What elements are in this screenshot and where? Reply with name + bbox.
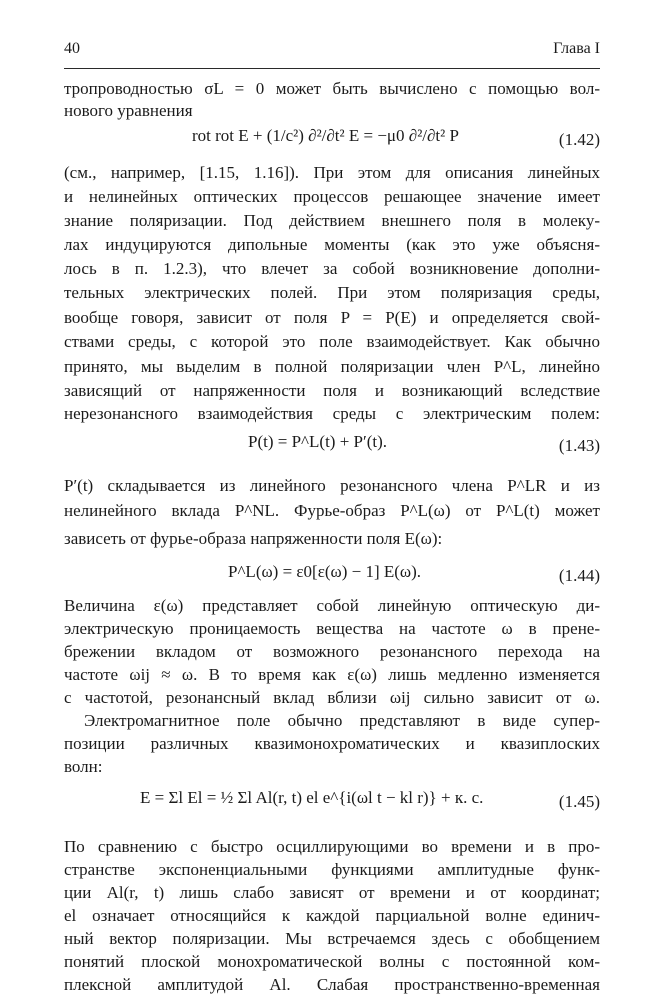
text-line: ный вектор поляризации. Мы встречаемся здесь с обобщением: [64, 929, 600, 948]
text-line: электрическую проницаемость вещества на частоте ω в прене-: [64, 619, 600, 638]
text-line: По сравнению с быстро осциллирующими во времени и в про-: [64, 837, 600, 856]
equation-1-45: [64, 788, 600, 822]
text-line: el означает относящийся к каждой парциальной волне единич-: [64, 906, 600, 925]
equation-formula: P(t) = P^L(t) + P′(t).: [248, 432, 388, 451]
text-line: зависеть от фурье-образа напряженности поля E(ω):: [64, 529, 443, 548]
text-line: нового уравнения: [64, 101, 193, 120]
text-line: понятий плоской монохроматической волны с постоянной ком-: [64, 952, 600, 971]
text-line: брежении вкладом от возможного резонансного перехода на: [64, 642, 600, 661]
equation-1-44: [64, 562, 600, 596]
text-line: (см., например, [1.15, 1.16]). При этом для описания линейных: [64, 163, 600, 182]
text-line: лах индуцируются дипольные моменты (как это уже объясня-: [64, 235, 600, 254]
text-line: P′(t) складывается из линейного резонансного члена P^LR и из: [64, 476, 600, 495]
text-line: принято, мы выделим в полной поляризации член P^L, линейно: [64, 357, 600, 376]
text-line: ции Al(r, t) лишь слабо зависят от времени и от координат;: [64, 883, 600, 902]
text-line: лось в п. 1.2.3), что влечет за собой возникновение дополни-: [64, 259, 600, 278]
text-line: с частотой, резонансный вклад вблизи ωij сильно зависит от ω.: [64, 688, 600, 707]
text-line: знание поляризации. Под действием внешнего поля в молеку-: [64, 211, 600, 230]
equation-formula: E = Σl El = ½ Σl Al(r, t) el e^{i(ωl t − kl r)} + к. с.: [140, 788, 484, 807]
text-line: частоте ωij ≈ ω. В то время как ε(ω) лишь медленно изменяется: [64, 665, 600, 684]
equation-formula: rot rot E + (1/c²) ∂²/∂t² E = −μ0 ∂²/∂t² P: [192, 126, 459, 145]
text-line: Величина ε(ω) представляет собой линейную оптическую ди-: [64, 596, 600, 615]
equation-1-43: [64, 432, 600, 466]
text-line: плексной амплитудой Al. Слабая пространственно-временная: [64, 975, 600, 994]
text-line: волн:: [64, 757, 103, 776]
text-line: нерезонансного взаимодействия среды с электрическим полем:: [64, 404, 600, 423]
equation-formula: P^L(ω) = ε0[ε(ω) − 1] E(ω).: [228, 562, 422, 581]
header-rule: [64, 68, 600, 69]
text-line: вообще говоря, зависит от поля P = P(E) и определяется свой-: [64, 308, 600, 327]
text-line: Электромагнитное поле обычно представляют в виде супер-: [84, 711, 600, 730]
text-line: тропроводностью σL = 0 может быть вычислено с помощью вол-: [64, 79, 600, 98]
running-header: [64, 40, 600, 64]
equation-number: (1.45): [558, 792, 600, 811]
equation-number: (1.44): [558, 566, 600, 585]
text-line: нелинейного вклада P^NL. Фурье-образ P^L(ω) от P^L(t) может: [64, 501, 600, 520]
page-number: 40: [64, 40, 80, 57]
text-line: зависящий от напряженности поля и возникающий вследствие: [64, 381, 600, 400]
text-line: позиции различных квазимонохроматических и квазиплоских: [64, 734, 600, 753]
text-line: тельных электрических полей. При этом поляризация среды,: [64, 283, 600, 302]
equation-1-42: [64, 126, 600, 160]
text-line: странстве экспоненциальными функциями амплитудные функ-: [64, 860, 600, 879]
text-line: и нелинейных оптических процессов решающее значение имеет: [64, 187, 600, 206]
text-line: ствами среды, с которой это поле взаимодействует. Как обычно: [64, 332, 600, 351]
equation-number: (1.42): [558, 130, 600, 149]
chapter-title: Глава I: [553, 40, 600, 57]
equation-number: (1.43): [558, 436, 600, 455]
